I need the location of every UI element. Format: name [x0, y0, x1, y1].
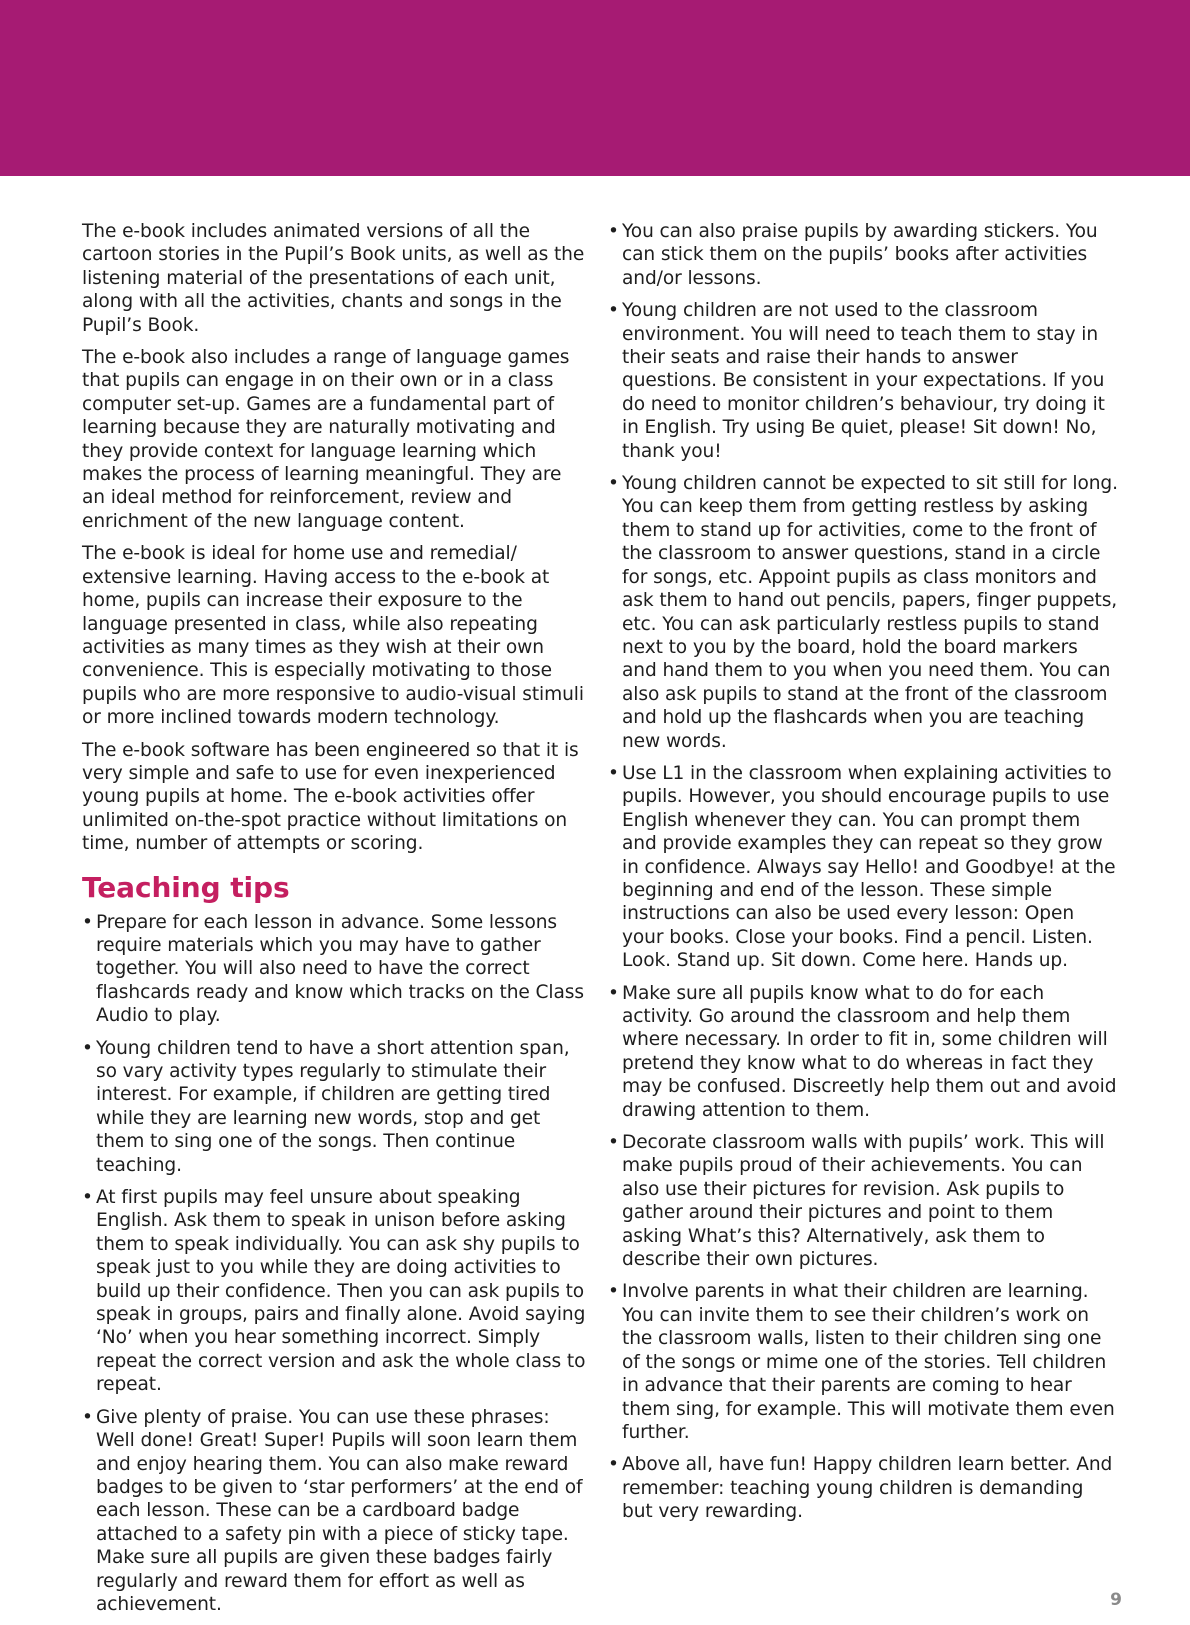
- teaching-tips-list-right: [608, 220, 1118, 1524]
- teaching-tips-list-left: [82, 911, 587, 1617]
- tip-item: • Give plenty of praise. You can use these phrases: Well done! Great! Super! Pupils will soon learn them and enjoy hearing them. You can also make reward badges to be given to ‘star performers’ at the end of each lesson. These can be a cardboard badge attached to a safety pin with a piece of sticky tape. Make sure all pupils are given these badges fairly regularly and reward them for effort as well as achievement.: [82, 1406, 587, 1617]
- tip-item: • Young children tend to have a short attention span, so vary activity types regularly to stimulate their interest. For example, if children are getting tired while they are learning new words, stop and get them to sing one of the songs. Then continue teaching.: [82, 1037, 587, 1177]
- tip-item: • Above all, have fun! Happy children learn better. And remember: teaching young children is demanding but very rewarding.: [608, 1453, 1118, 1523]
- tip-item: • Prepare for each lesson in advance. Some lessons require materials which you may have to gather together. You will also need to have the correct flashcards ready and know which tracks on the Class Audio to play.: [82, 911, 587, 1028]
- intro-paragraph-1: The e-book includes animated versions of all the cartoon stories in the Pupil’s Book units, as well as the listening material of the presentations of each unit, along with all the activities, chants and songs in the Pupil’s Book.: [82, 221, 585, 336]
- tip-item: • Make sure all pupils know what to do for each activity. Go around the classroom and help them where necessary. In order to fit in, some children will pretend they know what to do whereas in fact they may be confused. Discreetly help them out and avoid drawing attention to them.: [608, 982, 1118, 1122]
- tip-item: • Decorate classroom walls with pupils’ work. This will make pupils proud of their achievements. You can also use their pictures for revision. Ask pupils to gather around their pictures and point to them asking What’s this? Alternatively, ask them to describe their own pictures.: [608, 1131, 1118, 1271]
- tip-item: • Young children are not used to the classroom environment. You will need to teach them to stay in their seats and raise their hands to answer questions. Be consistent in your expectations. If you do need to monitor children’s behaviour, try doing it in English. Try using Be quiet, please! Sit down! No, thank you!: [608, 299, 1118, 463]
- intro-paragraph-2: The e-book also includes a range of language games that pupils can engage in on their own or in a class computer set-up. Games are a fundamental part of learning because they are naturally motivating and they provide context for language learning which makes the process of learning meaningful. They are an ideal method for reinforcement, review and enrichment of the new language content.: [82, 347, 570, 532]
- page-number: 9: [1110, 1590, 1122, 1610]
- teaching-tips-heading: Teaching tips: [82, 870, 290, 904]
- intro-paragraph-3: The e-book is ideal for home use and remedial/ extensive learning. Having access to the e-book at home, pupils can increase their exposure to the language presented in class, while also repeating activities as many times as they wish at their own convenience. This is especially motivating to those pupils who are more responsive to audio-visual stimuli or more inclined towards modern technology.: [82, 543, 584, 729]
- left-column: [82, 220, 587, 1625]
- tip-item: • Young children cannot be expected to sit still for long. You can keep them from getting restless by asking them to stand up for activities, come to the front of the classroom to answer questions, stand in a circle for songs, etc. Appoint pupils as class monitors and ask them to hand out pencils, papers, finger puppets, etc. You can ask particularly restless pupils to stand next to you by the board, hold the board markers and hand them to you when you need them. You can also ask pupils to stand at the front of the classroom and hold up the flashcards when you are teaching new words.: [608, 472, 1118, 753]
- right-column: [608, 220, 1118, 1533]
- tip-item: • Use L1 in the classroom when explaining activities to pupils. However, you should encourage pupils to use English whenever they can. You can prompt them and provide examples they can repeat so they grow in confidence. Always say Hello! and Goodbye! at the beginning and end of the lesson. These simple instructions can also be used every lesson: Open your books. Close your books. Find a pencil. Listen. Look. Stand up. Sit down. Come here. Hands up.: [608, 762, 1118, 973]
- top-banner: [0, 0, 1190, 176]
- tip-item: • Involve parents in what their children are learning. You can invite them to see their children’s work on the classroom walls, listen to their children sing one of the songs or mime one of the stories. Tell children in advance that their parents are coming to hear them sing, for example. This will motivate them even further.: [608, 1280, 1118, 1444]
- tip-item: • At first pupils may feel unsure about speaking English. Ask them to speak in unison before asking them to speak individually. You can ask shy pupils to speak just to you while they are doing activities to build up their confidence. Then you can ask pupils to speak in groups, pairs and finally alone. Avoid saying ‘No’ when you hear something incorrect. Simply repeat the correct version and ask the whole class to repeat.: [82, 1186, 587, 1397]
- intro-paragraph-4: The e-book software has been engineered so that it is very simple and safe to use for even inexperienced young pupils at home. The e-book activities offer unlimited on-the-spot practice without limitations on time, number of attempts or scoring.: [82, 739, 579, 855]
- tip-item: • You can also praise pupils by awarding stickers. You can stick them on the pupils’ books after activities and/or lessons.: [608, 220, 1118, 290]
